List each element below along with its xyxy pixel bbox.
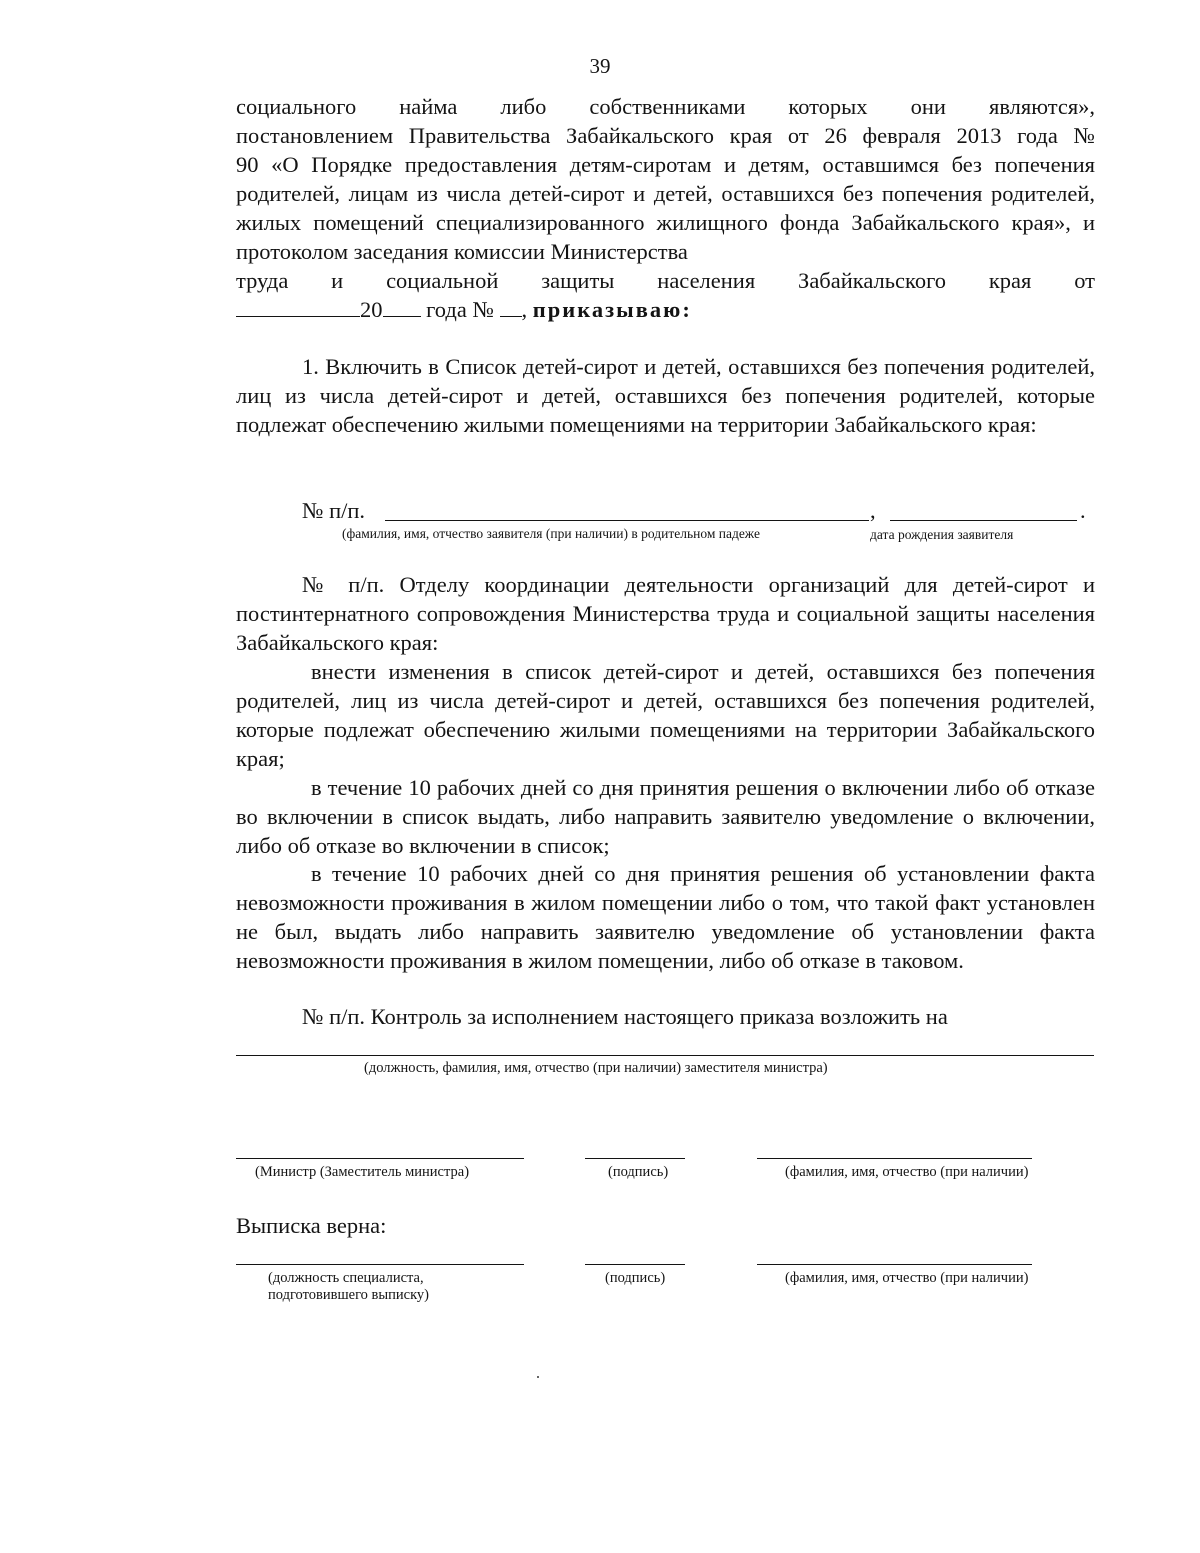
date-comma: ,: [521, 297, 528, 322]
number-blank: [500, 298, 522, 317]
item-2-sub-1: внести изменения в список детей-сирот и детей, оставшихся без попечения родителей, лиц из числа детей-сирот и детей, оставшихся без попечения родителей, которые подлежат обеспечению жилыми помещениями на территории Забайкальского края;: [236, 659, 1095, 771]
specialist-caption-line-1: (должность специалиста,: [268, 1270, 424, 1286]
day-month-blank: [236, 298, 360, 317]
intro-word: края: [988, 268, 1032, 293]
intro-word: социальной: [386, 268, 499, 293]
intro-word: собственниками: [589, 94, 746, 119]
year-blank: [383, 298, 421, 317]
item-2-sub-3: в течение 10 рабочих дней со дня принятия решения об установлении факта невозможности проживания в жилом помещении либо о том, что такой факт установлен не был, выдать либо направить заявителю уведомление об установлении факта невозможности проживания в жилом помещении, либо об отказе в таковом.: [236, 861, 1095, 973]
intro-word: либо: [500, 94, 547, 119]
date-order-line: [236, 295, 1095, 324]
scan-speck: [537, 1376, 539, 1378]
minister-blank-line: [236, 1158, 524, 1159]
deputy-caption: (должность, фамилия, имя, отчество (при наличии) заместителя министра): [364, 1060, 828, 1076]
year-number-label: года №: [426, 297, 494, 322]
year-prefix: 20: [360, 297, 383, 322]
intro-word: являются»,: [988, 94, 1096, 119]
page-number: 39: [589, 54, 611, 78]
intro-word: от: [1074, 268, 1096, 293]
specialist-caption-line-2: подготовившего выписку): [268, 1287, 429, 1303]
minister-caption: (Министр (Заместитель министра): [255, 1164, 470, 1180]
deputy-blank-line: [236, 1055, 1094, 1056]
item-2-paragraph: № п/п. Отделу координации деятельности организаций для детей-сирот и постинтернатного сопровождения Министерства труда и социальной защиты населения Забайкальского края:: [236, 572, 1095, 655]
intro-word: и: [331, 268, 344, 293]
intro-word: Забайкальского: [798, 268, 946, 293]
intro-line-last: [236, 266, 1095, 295]
intro-word: найма: [399, 94, 458, 119]
intro-word: труда: [236, 268, 289, 293]
intro-word: социального: [236, 94, 357, 119]
entry-label: № п/п.: [302, 498, 366, 523]
intro-lines-rest: 90 «О Порядке предоставления детям-сиротам и детям, оставшимся без попечения родителей, лицам из числа детей-сирот и детей, оставшихся без попечения родителей, жилых помещений специализированного жилищного фонда Забайкальского края», и протоколом заседания комиссии Министерства: [236, 152, 1095, 264]
entry-end: .: [1080, 498, 1086, 523]
name-blank-line: [385, 520, 869, 521]
extract-signature-caption: (подпись): [605, 1270, 666, 1286]
order-word: приказываю:: [532, 297, 692, 322]
specialist-name-caption: (фамилия, имя, отчество (при наличии): [785, 1270, 1029, 1286]
birthdate-blank-line: [890, 520, 1077, 521]
signature-blank-line: [585, 1158, 685, 1159]
intro-line-1: [236, 92, 1095, 121]
intro-line-2: постановлением Правительства Забайкальского края от 26 февраля 2013 года №: [236, 123, 1095, 148]
intro-word: они: [910, 94, 946, 119]
intro-word: защиты: [541, 268, 615, 293]
entry-separator: ,: [870, 498, 876, 523]
intro-word: которых: [788, 94, 868, 119]
specialist-name-blank-line: [757, 1264, 1032, 1265]
extract-title: Выписка верна:: [236, 1213, 387, 1238]
caption-birthdate: дата рождения заявителя: [870, 527, 1014, 542]
specialist-blank-line: [236, 1264, 524, 1265]
extract-signature-blank-line: [585, 1264, 685, 1265]
minister-name-blank-line: [757, 1158, 1032, 1159]
intro-paragraph: [236, 92, 1095, 324]
item-3-paragraph: № п/п. Контроль за исполнением настоящего приказа возложить на: [302, 1004, 948, 1029]
item-1-paragraph: 1. Включить в Список детей-сирот и детей, оставшихся без попечения родителей, лиц из числа детей-сирот и детей, оставшихся без попечения родителей, которые подлежат обеспечению жилыми помещениями на территории Забайкальского края:: [236, 354, 1095, 437]
caption-name: (фамилия, имя, отчество заявителя (при наличии) в родительном падеже: [342, 526, 760, 541]
intro-word: населения: [657, 268, 756, 293]
signature-caption: (подпись): [608, 1164, 669, 1180]
item-2-sub-2: в течение 10 рабочих дней со дня принятия решения о включении либо об отказе во включении в список выдать, либо направить заявителю уведомление о включении, либо об отказе во включении в список;: [236, 775, 1095, 858]
minister-name-caption: (фамилия, имя, отчество (при наличии): [785, 1164, 1029, 1180]
